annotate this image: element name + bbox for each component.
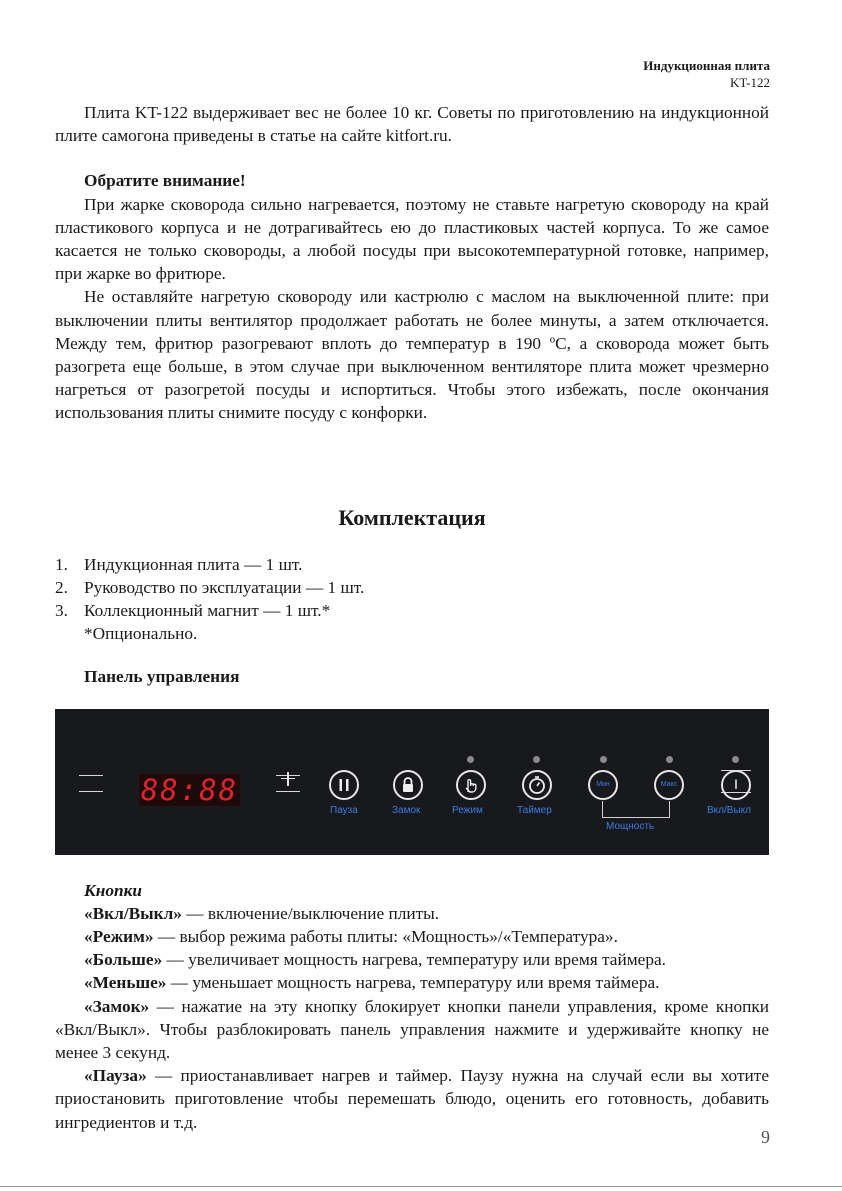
min-button: Мин — [588, 770, 618, 800]
onoff-indicator — [732, 756, 739, 763]
onoff-label: Вкл/Выкл — [707, 804, 751, 816]
section-title-kit: Комплектация — [338, 504, 486, 530]
list-item: 2. Руководство по эксплуатации — 1 шт. — [55, 577, 365, 597]
running-header — [643, 57, 770, 91]
control-panel-image — [55, 709, 769, 855]
timer-label: Таймер — [517, 804, 552, 816]
button-desc-mode: «Режим» — выбор режима работы плиты: «Мощность»/«Температура». — [84, 927, 618, 947]
button-desc-onoff: «Вкл/Выкл» — включение/выключение плиты. — [84, 903, 440, 923]
hand-icon — [458, 772, 484, 798]
mode-button — [456, 770, 486, 800]
max-button: Макс — [654, 770, 684, 800]
pause-icon — [331, 772, 357, 798]
list-item: 3. Коллекционный магнит — 1 шт.* — [55, 601, 331, 621]
pause-label: Пауза — [330, 804, 358, 816]
kit-note: *Опционально. — [84, 624, 198, 644]
buttons-heading: Кнопки — [84, 880, 142, 900]
attention-heading: Обратите внимание! — [84, 171, 246, 191]
page-content — [55, 101, 769, 1134]
attention-paragraph-2: Не оставляйте нагретую сковороду или кастрюлю с маслом на выключенной плите: при выключении плиты вентилятор продолжает работать не более минуты, а затем отключается. Между тем, фритюр разогревают вплоть до температур в 190 ºС, а сковорода может быть разогрета еще больше, в этом случае при выключенном вентиляторе плита может чрезмерно нагреться от разогретой посуды и испортиться. Чтобы этого избежать, после окончания использования плиты снимите посуду с конфорки. — [55, 287, 769, 423]
panel-heading: Панель управления — [84, 667, 240, 687]
power-label: Мощность — [606, 820, 655, 832]
max-indicator — [666, 756, 673, 763]
minus-top-line — [79, 775, 103, 776]
list-item: 1. Индукционная плита — 1 шт. — [55, 554, 303, 574]
kit-list — [55, 553, 769, 623]
mode-label: Режим — [452, 804, 483, 816]
page-number: 9 — [761, 1127, 770, 1147]
timer-button — [522, 770, 552, 800]
lock-label: Замок — [392, 804, 421, 816]
stopwatch-icon — [524, 772, 550, 798]
power-bracket — [602, 801, 670, 818]
button-desc-pause: «Пауза» — приостанавливает нагрев и таймер. Паузу нужна на случай если вы хотите приостановить приготовление чтобы перемешать блюдо, оценить его готовность, добавить ингредиентов и т.д. — [55, 1066, 769, 1132]
timer-indicator — [533, 756, 540, 763]
plus-icon — [281, 772, 295, 786]
plus-bottom-line — [276, 791, 300, 792]
minus-bottom-line — [79, 791, 103, 792]
header-model: KT-122 — [730, 75, 770, 90]
min-indicator — [600, 756, 607, 763]
power-icon — [723, 772, 749, 798]
timer-display: 88:88 — [138, 773, 241, 807]
attention-paragraph-1: При жарке сковорода сильно нагревается, поэтому не ставьте нагретую сковороду на край пластикового корпуса и не дотрагивайтесь ею до пластиковых частей корпуса. То же самое касается не только сковороды, а любой посуды при высокотемпературной готовке, например, при жарке во фритюре. — [55, 194, 769, 284]
onoff-button — [721, 770, 751, 800]
button-desc-more: «Больше» — увеличивает мощность нагрева, температуру или время таймера. — [84, 950, 666, 970]
mode-indicator — [467, 756, 474, 763]
bottom-rule — [0, 1186, 842, 1187]
lock-button — [393, 770, 423, 800]
button-desc-less: «Меньше» — уменьшает мощность нагрева, температуру или время таймера. — [84, 973, 660, 993]
button-desc-lock: «Замок» — нажатие на эту кнопку блокирует кнопки панели управления, кроме кнопки «Вкл/Выкл». Чтобы разблокировать панель управления нажмите и удерживайте кнопку не менее 3 секунд. — [55, 996, 769, 1063]
lock-icon — [395, 772, 421, 798]
intro-paragraph: Плита KT-122 выдерживает вес не более 10 кг. Советы по приготовлению на индукционной плите самогона приведены в статье на сайте kitfort.ru. — [55, 103, 769, 146]
pause-button — [329, 770, 359, 800]
header-title: Индукционная плита — [643, 58, 770, 73]
